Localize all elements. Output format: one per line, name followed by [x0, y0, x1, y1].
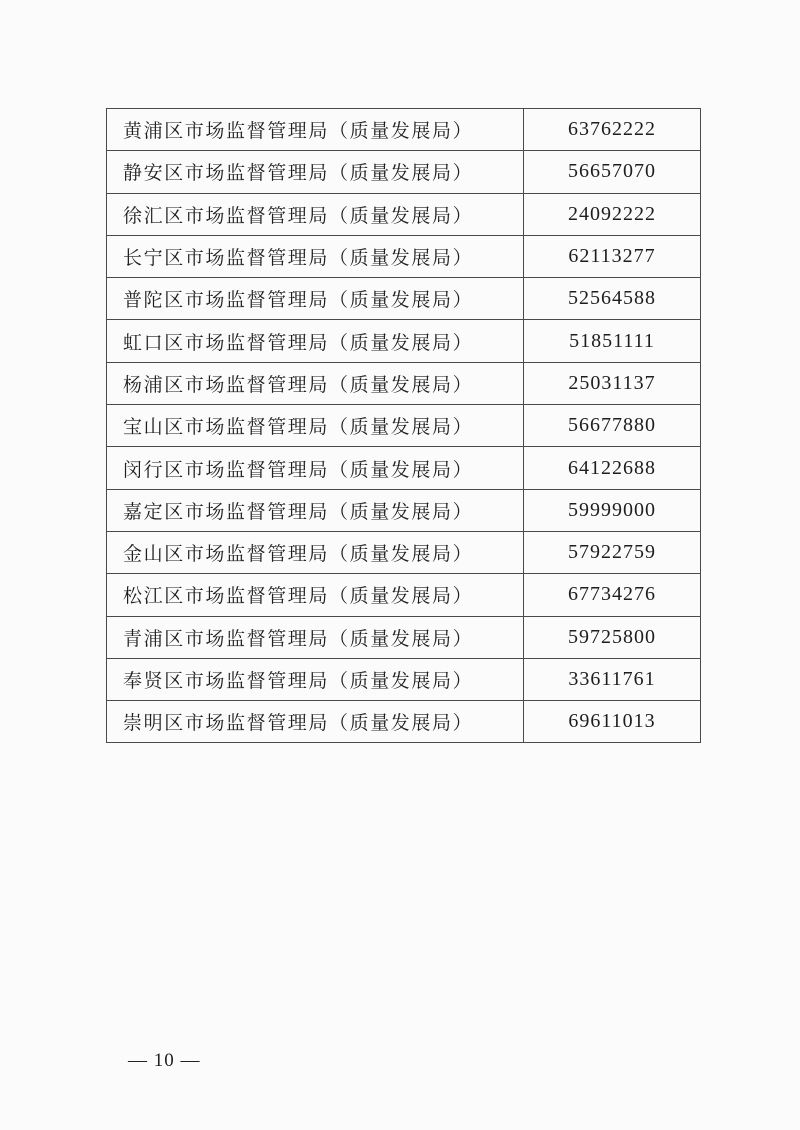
bureau-name-cell: 长宁区市场监督管理局（质量发展局） — [107, 235, 524, 277]
bureau-name-cell: 普陀区市场监督管理局（质量发展局） — [107, 278, 524, 320]
contact-table — [106, 108, 701, 743]
bureau-name-cell: 青浦区市场监督管理局（质量发展局） — [107, 616, 524, 658]
page-number: — 10 — — [128, 1050, 201, 1071]
phone-cell: 62113277 — [524, 235, 701, 277]
phone-cell: 56677880 — [524, 405, 701, 447]
table-row — [107, 278, 701, 320]
phone-cell: 69611013 — [524, 701, 701, 743]
table-row — [107, 531, 701, 573]
phone-cell: 51851111 — [524, 320, 701, 362]
phone-cell: 67734276 — [524, 574, 701, 616]
phone-cell: 64122688 — [524, 447, 701, 489]
table-row — [107, 447, 701, 489]
table-row — [107, 362, 701, 404]
table-row — [107, 235, 701, 277]
table-row — [107, 701, 701, 743]
table-row — [107, 405, 701, 447]
bureau-name-cell: 崇明区市场监督管理局（质量发展局） — [107, 701, 524, 743]
bureau-name-cell: 嘉定区市场监督管理局（质量发展局） — [107, 489, 524, 531]
bureau-name-cell: 松江区市场监督管理局（质量发展局） — [107, 574, 524, 616]
phone-cell: 33611761 — [524, 658, 701, 700]
table-row — [107, 616, 701, 658]
bureau-name-cell: 宝山区市场监督管理局（质量发展局） — [107, 405, 524, 447]
phone-cell: 56657070 — [524, 151, 701, 193]
table-row — [107, 320, 701, 362]
table-row — [107, 193, 701, 235]
phone-cell: 59999000 — [524, 489, 701, 531]
bureau-name-cell: 黄浦区市场监督管理局（质量发展局） — [107, 109, 524, 151]
bureau-name-cell: 闵行区市场监督管理局（质量发展局） — [107, 447, 524, 489]
bureau-name-cell: 徐汇区市场监督管理局（质量发展局） — [107, 193, 524, 235]
bureau-name-cell: 静安区市场监督管理局（质量发展局） — [107, 151, 524, 193]
phone-cell: 52564588 — [524, 278, 701, 320]
bureau-name-cell: 奉贤区市场监督管理局（质量发展局） — [107, 658, 524, 700]
table-row — [107, 489, 701, 531]
bureau-name-cell: 金山区市场监督管理局（质量发展局） — [107, 531, 524, 573]
phone-cell: 25031137 — [524, 362, 701, 404]
table-row — [107, 109, 701, 151]
table-row — [107, 151, 701, 193]
table-row — [107, 574, 701, 616]
phone-cell: 24092222 — [524, 193, 701, 235]
bureau-name-cell: 杨浦区市场监督管理局（质量发展局） — [107, 362, 524, 404]
phone-cell: 57922759 — [524, 531, 701, 573]
bureau-name-cell: 虹口区市场监督管理局（质量发展局） — [107, 320, 524, 362]
table-row — [107, 658, 701, 700]
phone-cell: 59725800 — [524, 616, 701, 658]
phone-cell: 63762222 — [524, 109, 701, 151]
